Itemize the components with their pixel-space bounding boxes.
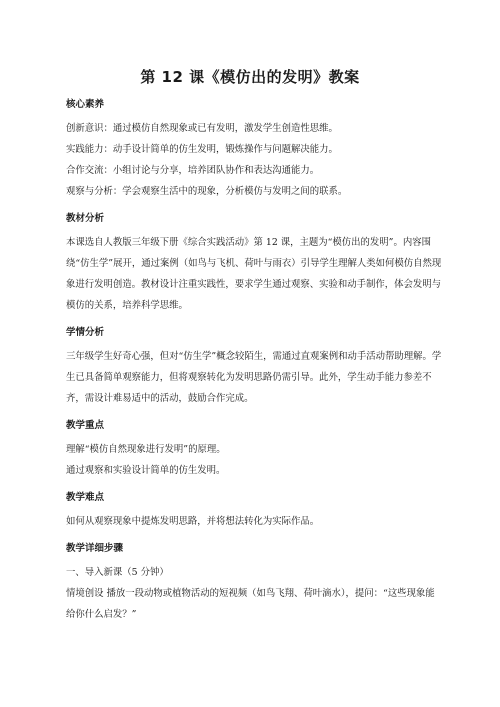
paragraph: 通过观察和实验设计简单的仿生发明。	[66, 465, 226, 476]
document-title: 第 12 课《模仿出的发明》教案	[140, 68, 360, 86]
paragraph: 如何从观察现象中提炼发明思路，并将想法转化为实际作品。	[66, 516, 320, 527]
paragraph: 情境创设 播放一段动物或植物活动的短视频（如鸟飞翔、荷叶滴水），提问：“这些现象能给你什么启发？”	[66, 588, 435, 620]
paragraph: 实践能力：动手设计简单的仿生发明，锻炼操作与问题解决能力。	[66, 144, 338, 155]
section-heading-student-analysis: 学情分析	[66, 327, 105, 338]
paragraph: 一、导入新课（5 分钟）	[66, 567, 169, 578]
section-heading-teaching-difficulty: 教学难点	[66, 492, 105, 503]
paragraph: 合作交流：小组讨论与分享，培养团队协作和表达沟通能力。	[66, 165, 320, 176]
section-heading-core-literacy: 核心素养	[66, 99, 105, 110]
section-heading-textbook-analysis: 教材分析	[66, 213, 105, 224]
paragraph: 创新意识：通过模仿自然现象或已有发明，激发学生创造性思维。	[66, 123, 338, 134]
paragraph: 本课选自人教版三年级下册《综合实践活动》第 12 课，主题为“模仿出的发明”。内容围绕“仿生学”展开，通过案例（如鸟与飞机、荷叶与雨衣）引导学生理解人类如何模仿自然现象进行发明创造。教材设计注重实践性，要求学生通过观察、实验和动手制作，体会发明与模仿的关系，培养科学思维。	[66, 237, 442, 311]
document-body	[66, 98, 442, 625]
section-heading-teaching-steps: 教学详细步骤	[66, 543, 124, 554]
paragraph: 理解“模仿自然现象进行发明”的原理。	[66, 444, 226, 455]
paragraph: 观察与分析：学会观察生活中的现象，分析模仿与发明之间的联系。	[66, 186, 348, 197]
section-heading-teaching-focus: 教学重点	[66, 420, 105, 431]
paragraph: 三年级学生好奇心强，但对“仿生学”概念较陌生，需通过直观案例和动手活动帮助理解。学生已具备简单观察能力，但将观察转化为发明思路仍需引导。此外，学生动手能力参差不齐，需设计难易适中的活动，鼓励合作完成。	[66, 351, 442, 404]
